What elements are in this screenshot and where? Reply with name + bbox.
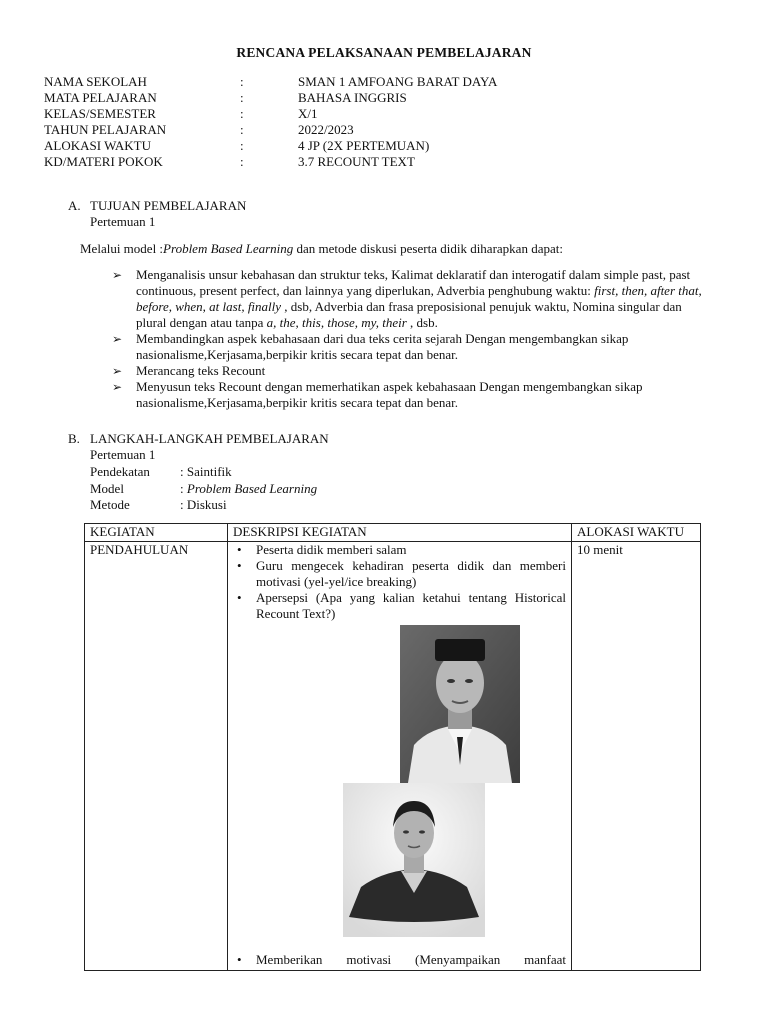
header-activity: KEGIATAN	[85, 524, 228, 542]
header-description: DESKRIPSI KEGIATAN	[228, 524, 572, 542]
description-list	[233, 542, 566, 622]
section-b-letter: B.	[68, 431, 80, 446]
info-value: X/1	[298, 106, 318, 121]
info-row-class	[44, 106, 724, 122]
info-row-time	[44, 138, 724, 154]
bullet-dot-icon: •	[237, 590, 242, 605]
list-item-text: Apersepsi (Apa yang kalian ketahui tentang Historical Recount Text?)	[256, 590, 566, 621]
objective-item	[112, 363, 712, 379]
method-value: : Diskusi	[180, 497, 227, 512]
intro-suffix: dan metode diskusi peserta didik diharapkan dapat:	[293, 241, 563, 256]
method-label: Metode	[90, 497, 130, 512]
info-label: NAMA SEKOLAH	[44, 74, 147, 89]
arrow-bullet-icon: ➢	[112, 332, 123, 346]
bullet-dot-icon: •	[237, 558, 242, 573]
info-row-year	[44, 122, 724, 138]
section-b-heading: LANGKAH-LANGKAH PEMBELAJARAN	[90, 431, 329, 446]
info-colon: :	[240, 106, 244, 121]
info-colon: :	[240, 122, 244, 137]
list-item-text: Memberikan motivasi (Menyampaikan manfaat	[256, 952, 566, 967]
objective-item	[112, 379, 712, 411]
approach-label: Pendekatan	[90, 464, 150, 479]
info-value: SMAN 1 AMFOANG BARAT DAYA	[298, 74, 498, 89]
objective-text: Menganalisis unsur kebahasan dan struktur teks, Kalimat deklaratif dan interogatif dalam simple past, past continuous, present perfect, dan lainnya yang diperlukan, Adverbia penghubung waktu:	[136, 267, 691, 298]
info-row-school	[44, 74, 724, 90]
model-label: Model	[90, 481, 124, 496]
bullet-dot-icon: •	[237, 952, 242, 967]
info-colon: :	[240, 74, 244, 89]
info-row-subject	[44, 90, 724, 106]
model-value: Problem Based Learning	[186, 481, 318, 496]
table-row	[85, 542, 701, 971]
info-label: KELAS/SEMESTER	[44, 106, 156, 121]
objective-text: Menyusun teks Recount dengan memerhatikan aspek kebahasaan Dengan mengembangkan sikap nasionalisme,Kerjasama,berpikir kritis secara tepat dan benar.	[136, 379, 643, 410]
activity-cell: PENDAHULUAN	[85, 542, 228, 971]
objective-italic: first, then, after that, before, when, at last, finally	[136, 283, 702, 314]
arrow-bullet-icon: ➢	[112, 268, 123, 282]
section-a-intro	[80, 241, 563, 257]
info-row-material	[44, 154, 724, 170]
info-label: MATA PELAJARAN	[44, 90, 157, 105]
info-value: 3.7 RECOUNT TEXT	[298, 154, 415, 169]
section-b-meeting: Pertemuan 1	[90, 447, 156, 462]
arrow-bullet-icon: ➢	[112, 364, 123, 378]
list-item	[233, 558, 566, 590]
time-cell: 10 menit	[572, 542, 701, 971]
list-item-text: Peserta didik memberi salam	[256, 542, 407, 557]
table-header-row	[85, 524, 701, 542]
model-prefix: :	[180, 481, 187, 496]
model-value-wrap	[180, 481, 317, 497]
approach-value: : Saintifik	[180, 464, 232, 479]
objective-text: , dsb.	[406, 315, 438, 330]
objective-italic: a, the, this, those, my, their	[266, 315, 407, 330]
section-a-heading: TUJUAN PEMBELAJARAN	[90, 198, 247, 213]
list-item	[233, 952, 566, 968]
list-item	[233, 590, 566, 622]
objective-item	[112, 331, 712, 363]
objective-text: , dsb, Adverbia dan frasa preposisional penujuk waktu, Nomina singular dan plural dengan atau tanpa	[136, 299, 682, 330]
info-value: BAHASA INGGRIS	[298, 90, 407, 105]
description-list-continued	[233, 952, 566, 968]
section-a-meeting: Pertemuan 1	[90, 214, 156, 229]
bullet-dot-icon: •	[237, 542, 242, 557]
list-item-text: Guru mengecek kehadiran peserta didik dan memberi motivasi (yel-yel/ice breaking)	[256, 558, 566, 589]
info-colon: :	[240, 154, 244, 169]
info-label: KD/MATERI POKOK	[44, 154, 163, 169]
document-title: RENCANA PELAKSANAAN PEMBELAJARAN	[236, 45, 532, 60]
portrait-photo-man	[400, 625, 520, 783]
info-value: 2022/2023	[298, 122, 354, 137]
info-value: 4 JP (2X PERTEMUAN)	[298, 138, 430, 153]
intro-prefix: Melalui model :	[80, 241, 164, 256]
header-time: ALOKASI WAKTU	[572, 524, 701, 542]
objective-item	[112, 267, 712, 331]
objective-text: Membandingkan aspek kebahasaan dari dua teks cerita sejarah Dengan mengembangkan sikap nasionalisme,Kerjasama,berpikir kritis secara tepat dan benar.	[136, 331, 629, 362]
info-label: TAHUN PELAJARAN	[44, 122, 167, 137]
list-item	[233, 542, 566, 558]
objectives-list	[112, 267, 712, 411]
arrow-bullet-icon: ➢	[112, 380, 123, 394]
section-a-letter: A.	[68, 198, 81, 213]
intro-model: Problem Based Learning	[163, 241, 294, 256]
activities-table	[84, 523, 701, 971]
description-cell	[228, 542, 572, 971]
info-colon: :	[240, 90, 244, 105]
portrait-photo-woman	[343, 783, 485, 937]
objective-text: Merancang teks Recount	[136, 363, 266, 378]
info-label: ALOKASI WAKTU	[44, 138, 152, 153]
info-colon: :	[240, 138, 244, 153]
